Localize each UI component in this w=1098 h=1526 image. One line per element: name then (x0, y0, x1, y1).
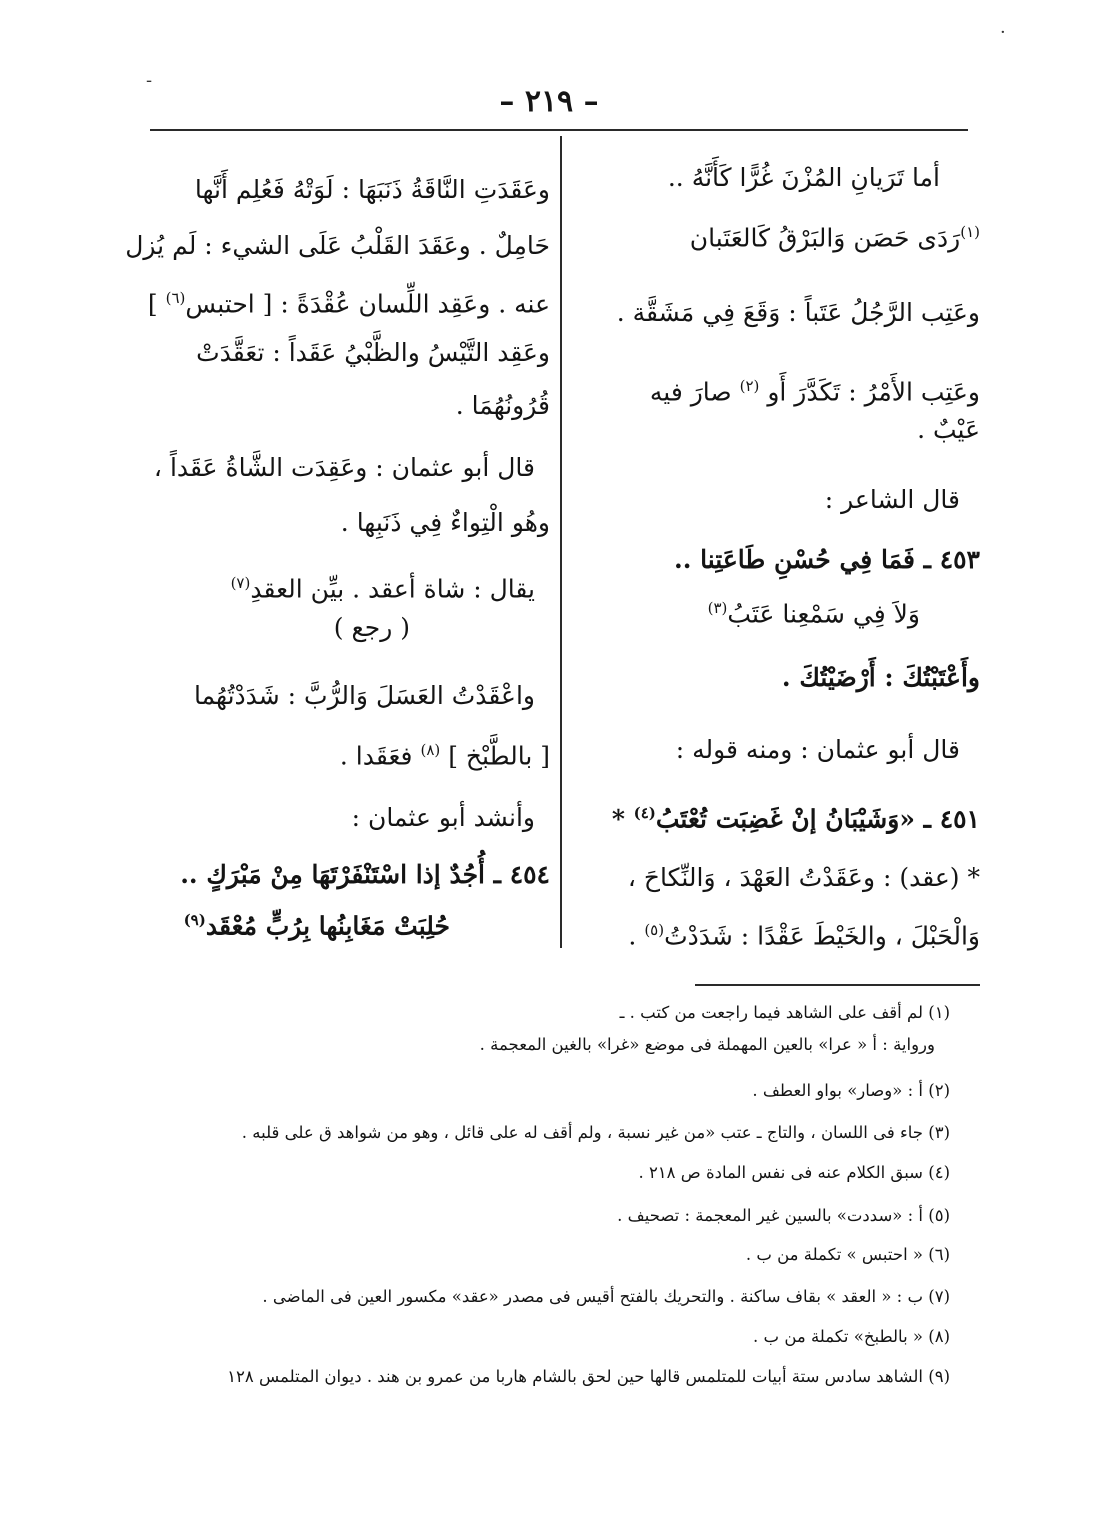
section-heading: ( رجع ) (333, 613, 410, 642)
footnote-mark: (٤) (633, 804, 656, 822)
text-line: يقال : شاة أعقد . بيِّن العقدِ$^{(٧)}$ (230, 574, 535, 604)
footnote-mark: (١) (960, 223, 980, 241)
text-line: وهُو الْتِواءٌ فِي ذَنَبِها . (340, 508, 550, 537)
text-line: واعْقَدْتُ العَسَلَ وَالرُّبَّ : شَدَدْتُهُما (193, 681, 535, 710)
footnote-mark: (٩) (183, 911, 206, 929)
footnote: ورواية : أ « عرا» بالعين المهملة فى موضع «غرا» بالغين المعجمة . (479, 1035, 935, 1054)
text-line: وعَتِب الرَّجُلُ عَتَباً : وَقَعَ فِي مَشَقَّة . (616, 298, 980, 327)
footnote: (٣) جاء فى اللسان ، والتاج ـ عتب «من غير نسبة ، ولم أقف له على قائل ، وهو من شواهد ق على قلبه . (241, 1123, 950, 1142)
text-line: وعَقَدَتِ النَّاقَةُ ذَنَبَهَا : لَوَتْهُ فَعُلِم أَنَّها (194, 175, 550, 204)
stray-mark: - (146, 70, 153, 91)
footnote-mark: (٥) (644, 921, 665, 939)
text-line: عَيْبٌ . (917, 415, 980, 444)
text-line: وَالْحَبْلَ ، والخَيْطَ عَقْدًا : شَدَدْتُ$^{(٥)}$ . (628, 921, 980, 951)
text-line: عنه . وعَقِد اللِّسان عُقْدَةً : [ احتبس$^{(٦)}$ ] (147, 289, 550, 319)
page-number: – ٢١٩ – (499, 84, 599, 119)
text-line: قُرُونُهُمَا . (455, 391, 550, 420)
footnote: (١) لم أقف على الشاهد فيما راجعت من كتب . ـ (619, 1003, 950, 1022)
footnote-mark: (٢) (739, 377, 760, 395)
footnote: (٦) « احتبس » تكملة من ب . (745, 1245, 950, 1264)
footnote: (٤) سبق الكلام عنه فى نفس المادة ص ٢١٨ . (638, 1163, 950, 1182)
verse-line: حُلِبَتْ مَغَابِنُها بِرُبٍّ مُعْقَد$^{(٩)}$ (183, 911, 450, 941)
verse-line: $^{(١)}$رَدَى حَصَن وَالبَرْقُ كَالعَتَبان (689, 223, 980, 253)
verse-number-line: ٤٥٤ ـ أُجُدٌ إذا اسْتَنْفَرْتَهَا مِنْ مَبْرَكٍ .. (180, 860, 550, 889)
stray-mark: · (1000, 22, 1006, 43)
text-line: وعَتِب الأَمْرُ : تَكَدَّرَ أَو $^{(٢)}$ صارَ فيه (649, 377, 980, 407)
footnote-mark: (٧) (230, 574, 251, 592)
verse-line: أما تَرَيانِ المُزْنَ غُرًّا كَأَنَّهُ .. (667, 163, 940, 192)
verse-number-line: ٤٥٣ ـ فَمَا فِي حُسْنِ طَاعَتِنا .. (674, 545, 980, 574)
footnote-rule (695, 984, 980, 986)
column-divider (560, 136, 562, 948)
verse-number-line: ٤٥١ ـ «وَشَيْبَانُ إنْ غَضِبَت تُعْتَبُ$^{(٤)}$ * (611, 804, 980, 834)
text-line: وأنشد أبو عثمان : (351, 803, 535, 832)
footnote-mark: (٦) (165, 289, 186, 307)
verse-line: وَلاَ فِي سَمْعِنا عَتَبُ$^{(٣)}$ (707, 599, 920, 629)
footnote: (٧) ب : « العقد » بقاف ساكنة . والتحريك بالفتح أقيس فى مصدر «عقد» مكسور العين فى الماضى . (262, 1287, 950, 1306)
text-line: [ بالطَّبْخ ] $^{(٨)}$ فعَقَدا . (339, 741, 550, 771)
header-rule (150, 129, 968, 131)
footnote-mark: (٨) (420, 741, 441, 759)
text-line: وعَقِد التَّيْسُ والظَّبْيُ عَقَداً : تعَقَّدَتْ (196, 338, 550, 367)
footnote: (٥) أ : «سددت» بالسين غير المعجمة : تصحيف . (617, 1206, 950, 1225)
text-line: وأَعْتَبْتُكَ : أَرْضَيْتُكَ . (781, 663, 980, 692)
footnote: (٩) الشاهد سادس ستة أبيات للمتلمس قالها حين لحق بالشام هاربا من عمرو بن هند . ديوان المتلمس ١٢٨ (227, 1367, 950, 1386)
text-line: قال أبو عثمان : وعَقِدَت الشَّاةُ عَقَداً ، (153, 453, 535, 482)
entry-heading: * (عقد) : وعَقَدْتُ العَهْدَ ، وَالنِّكاحَ ، (627, 863, 980, 892)
footnote: (٨) « بالطبخ» تكملة من ب . (753, 1327, 950, 1346)
footnote-mark: (٣) (707, 599, 728, 617)
text-line: قال الشاعر : (824, 485, 960, 514)
text-line: حَامِلٌ . وعَقَدَ القَلْبُ عَلَى الشيء : لَم يُزل (125, 231, 550, 260)
text-line: قال أبو عثمان : ومنه قوله : (675, 735, 960, 764)
footnote: (٢) أ : «وصار» بواو العطف . (752, 1081, 950, 1100)
